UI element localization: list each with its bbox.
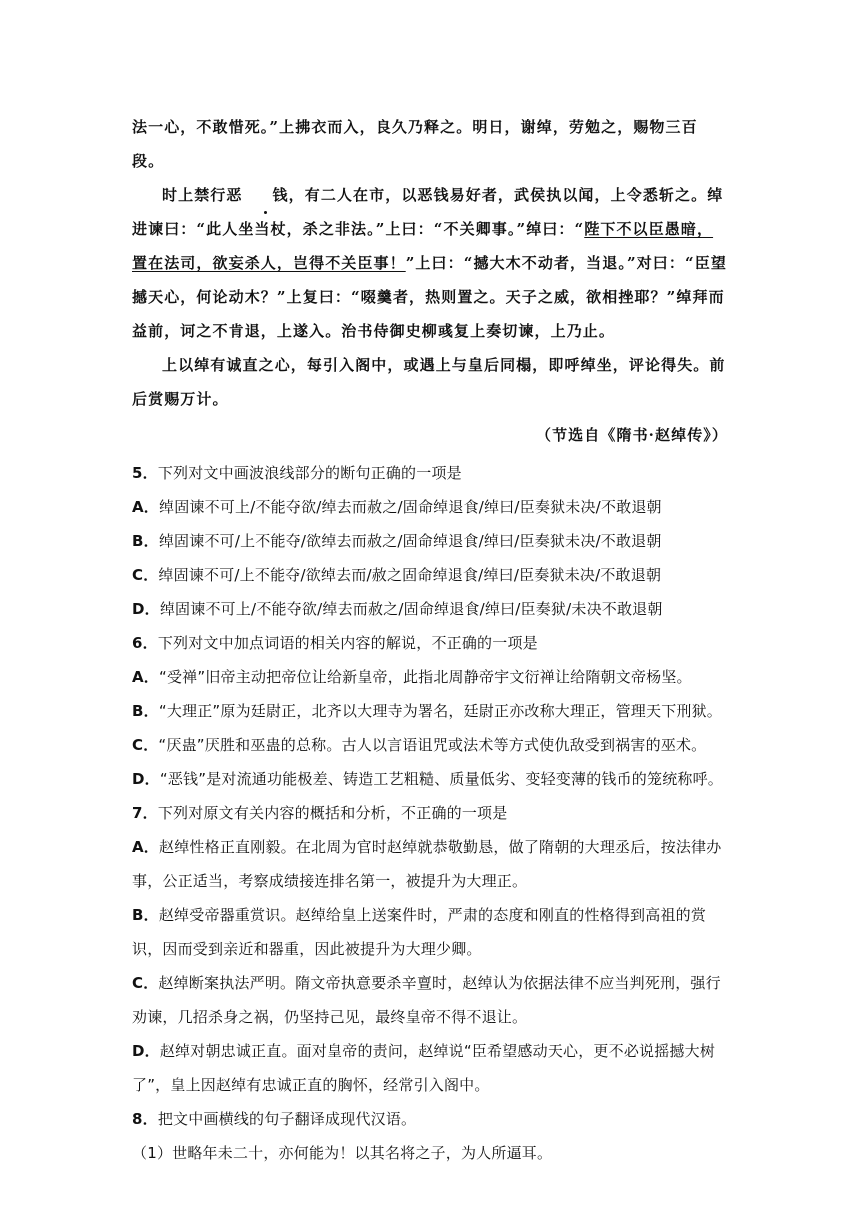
option-text: 绰固谏不可上/不能夺欲/绰去而赦之/固命绰退食/绰曰/臣奏狱/未决不敢退朝 [159,600,663,618]
underlined-sentence: 陛下不以臣愚暗，置在法司，欲妄杀人，岂得不关臣事！ [132,220,714,272]
question-8-stem [132,1102,728,1136]
passage-text-segment: 时上禁行恶 [162,186,243,204]
question-7-option-b [132,898,728,966]
question-number: 5． [132,464,158,482]
question-5-option-b [132,524,728,558]
question-5-option-d [132,592,728,626]
option-letter: A． [132,668,160,686]
option-text: 赵绰性格正直刚毅。在北周为官时赵绰就恭敬勤恳，做了隋朝的大理丞后，按法律办事，公正适当，考察成绩接连排名第一，被提升为大理正。 [132,838,722,890]
option-letter: C． [132,566,159,584]
option-letter: C． [132,974,159,992]
question-5-option-c [132,558,728,592]
option-text: 绰固谏不可/上不能夺/欲绰去而赦之/固命绰退食/绰曰/臣奏狱未决/不敢退朝 [158,532,662,550]
emphasized-word: 钱 [243,178,289,212]
question-7-option-d [132,1034,728,1102]
source-citation: （节选自《隋书·赵绰传》） [535,426,728,444]
question-number: 8． [132,1110,158,1128]
question-7-option-a [132,830,728,898]
question-text: 下列对文中画波浪线部分的断句正确的一项是 [157,464,462,482]
passage-paragraph-1: 法一心，不敢惜死。”上拂衣而入，良久乃释之。明日，谢绰，劳勉之，赐物三百段。 [132,118,698,170]
option-text: 赵绰对朝忠诚正直。面对皇帝的责问，赵绰说“臣希望感动天心，更不必说摇撼大树了”，皇上因赵绰有忠诚正直的胸怀，经常引入阁中。 [132,1042,716,1094]
option-text: 赵绰断案执法严明。隋文帝执意要杀辛亶时，赵绰认为依据法律不应当判死刑，强行劝谏，几招杀身之祸，仍坚持己见，最终皇帝不得不退让。 [132,974,721,1026]
option-text: 绰固谏不可/上不能夺/欲绰去而/赦之固命绰退食/绰曰/臣奏狱未决/不敢退朝 [158,566,662,584]
question-6-option-c [132,728,728,762]
option-letter: C． [132,736,159,754]
question-7-stem [132,796,728,830]
option-letter: B． [132,532,159,550]
option-letter: D． [132,770,160,788]
question-6-stem [132,626,728,660]
option-text: “受禅”旧帝主动把帝位让给新皇帝，此指北周静帝宇文衍禅让给隋朝文帝杨坚。 [159,668,692,686]
option-letter: B． [132,702,159,720]
option-text: “恶钱”是对流通功能极差、铸造工艺粗糙、质量低劣、变轻变薄的钱币的笼统称呼。 [159,770,724,788]
question-6-option-d [132,762,728,796]
question-6-option-a [132,660,728,694]
question-text: 下列对文中加点词语的相关内容的解说，不正确的一项是 [157,634,538,652]
passage-paragraph-3: 上以绰有诚直之心，每引入阁中，或遇上与皇后同榻，即呼绰坐，评论得失。前后赏赐万计。 [132,356,726,408]
question-5-stem [132,456,728,490]
option-text: 赵绰受帝器重赏识。赵绰给皇上送案件时，严肃的态度和刚直的性格得到高祖的赏识，因而受到亲近和器重，因此被提升为大理少卿。 [132,906,707,958]
option-letter: A． [132,838,160,856]
passage-paragraph-2 [132,178,728,348]
question-text: 把文中画横线的句子翻译成现代汉语。 [157,1110,417,1128]
question-text: 下列对原文有关内容的概括和分析，不正确的一项是 [157,804,508,822]
option-text: “厌蛊”厌胜和巫蛊的总称。古人以言语诅咒或法术等方式使仇敌受到祸害的巫术。 [158,736,707,754]
question-7-option-c [132,966,728,1034]
option-letter: D． [132,600,160,618]
question-number: 6． [132,634,158,652]
option-text: “大理正”原为廷尉正，北齐以大理寺为署名，廷尉正亦改称大理正，管理天下刑狱。 [158,702,722,720]
passage-text-segment: ，有二人在市，以恶钱易好者，武侯执以闻，上令悉斩之。绰进谏曰：“此人坐当杖，杀之非法。”上曰：“不关卿事。”绰曰：“ [132,186,724,238]
option-letter: A． [132,498,160,516]
option-letter: B． [132,906,159,924]
question-6-option-b [132,694,728,728]
question-5-option-a [132,490,728,524]
passage-text-segment: ”上曰：“撼大木不动者，当退。”对曰：“臣望撼天心，何论动木？”上复曰：“啜羹者，热则置之。天子之威，欲相挫耶？”绰拜而益前，诃之不肯退，上遂入。治书侍御史柳彧复上奏切谏，上乃止。 [132,254,727,340]
question-number: 7． [132,804,158,822]
question-8-subquestion-1: （1）世略年未二十，亦何能为！以其名将之子，为人所逼耳。 [132,1144,553,1162]
option-text: 绰固谏不可上/不能夺欲/绰去而赦之/固命绰退食/绰曰/臣奏狱未决/不敢退朝 [159,498,662,516]
option-letter: D． [132,1042,160,1060]
